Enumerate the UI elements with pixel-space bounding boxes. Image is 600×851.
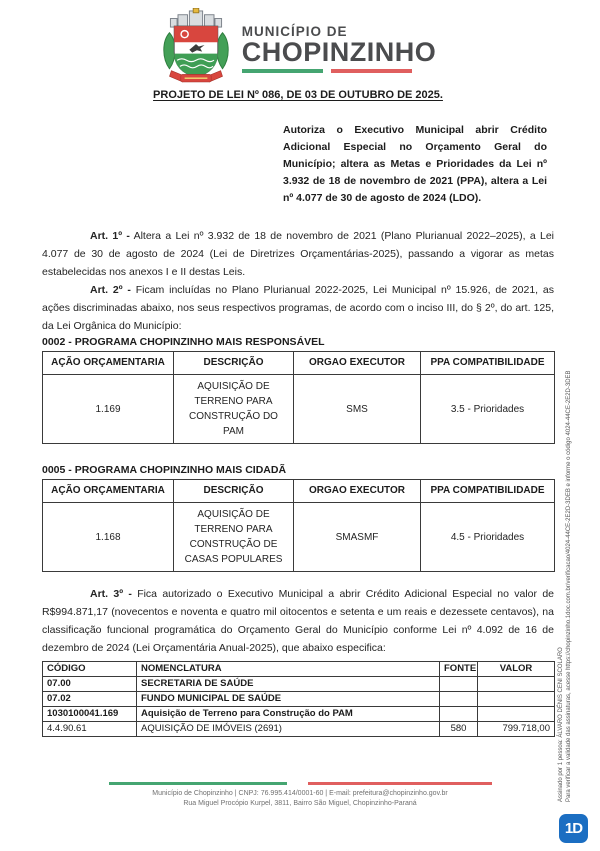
cell-orgao: SMS	[294, 375, 421, 444]
onedoc-logo-label: 1D	[564, 820, 583, 837]
cell-valor	[478, 692, 555, 707]
col-ppa-compatibilidade: PPA COMPATIBILIDADE	[421, 352, 555, 375]
table-header-row	[43, 352, 555, 375]
document-title: PROJETO DE LEI Nº 086, DE 03 DE OUTUBRO DE 2025.	[153, 89, 443, 101]
table-row	[43, 503, 555, 572]
article-2-label: Art. 2º -	[90, 284, 131, 296]
brand-block	[242, 8, 437, 73]
article-1-label: Art. 1º -	[90, 230, 130, 242]
col-nomenclatura: NOMENCLATURA	[137, 662, 440, 677]
col-orgao-executor: ORGAO EXECUTOR	[294, 480, 421, 503]
cell-valor	[478, 707, 555, 722]
cell-fonte	[440, 707, 478, 722]
cell-acao: 1.168	[43, 503, 174, 572]
table-row	[43, 707, 555, 722]
cell-codigo: 07.00	[43, 677, 137, 692]
article-3-label: Art. 3º -	[90, 588, 132, 600]
cell-fonte: 580	[440, 722, 478, 737]
col-acao-orcamentaria: AÇÃO ORÇAMENTARIA	[43, 352, 174, 375]
brand-red-stripe	[331, 69, 412, 73]
cell-orgao: SMASMF	[294, 503, 421, 572]
program-0002-table	[42, 351, 555, 444]
brand-municipio-de: MUNICÍPIO DE	[241, 24, 348, 39]
cell-nomenclatura: Aquisição de Terreno para Construção do PAM	[137, 707, 440, 722]
footer-address-line: Rua Miguel Procópio Kurpel, 3811, Bairro São Miguel, Chopinzinho-Paraná	[183, 799, 417, 807]
program-0005-table	[42, 479, 555, 572]
ementa-paragraph: Autoriza o Executivo Municipal abrir Crédito Adicional Especial no Orçamento Geral do Município; altera as Metas e Prioridades da Lei nº 3.932 de 18 de novembro de 2021 (PPA), altera a Lei nº 4.077 de 30 de agosto de 2024 (LDO).	[283, 124, 547, 204]
document-footer	[0, 782, 600, 808]
col-codigo: CÓDIGO	[43, 662, 137, 677]
cell-codigo: 07.02	[43, 692, 137, 707]
cell-descricao: AQUISIÇÃO DE TERRENO PARA CONSTRUÇÃO DE CASAS POPULARES	[174, 503, 294, 572]
brand-chopinzinho: CHOPINZINHO	[241, 37, 437, 67]
col-descricao: DESCRIÇÃO	[174, 480, 294, 503]
col-fonte: FONTE	[440, 662, 478, 677]
signature-sidebar	[557, 302, 573, 802]
document-header	[42, 6, 554, 86]
cell-acao: 1.169	[43, 375, 174, 444]
cell-valor	[478, 677, 555, 692]
col-descricao: DESCRIÇÃO	[174, 352, 294, 375]
cell-valor: 799.718,00	[478, 722, 555, 737]
cell-fonte	[440, 677, 478, 692]
program-0002-heading: 0002 - PROGRAMA CHOPINZINHO MAIS RESPONSÁVEL	[42, 336, 325, 348]
table-row	[43, 692, 555, 707]
cell-codigo: 1030100041.169	[43, 707, 137, 722]
cell-nomenclatura: SECRETARIA DE SAÚDE	[137, 677, 440, 692]
signature-verification-line: Para verificar a validade das assinaturas, acesse https://chopinzinho.1doc.com.br/verificacao/4024-44CE-2E2D-3DEB e informe o código 4024-44CE-2E2D-3DEB	[566, 370, 572, 802]
cell-fonte	[440, 692, 478, 707]
footer-divider	[0, 782, 600, 785]
footer-green-rule	[109, 782, 287, 785]
cell-ppa: 4.5 - Prioridades	[421, 503, 555, 572]
col-ppa-compatibilidade: PPA COMPATIBILIDADE	[421, 480, 555, 503]
footer-red-rule	[308, 782, 492, 785]
cell-nomenclatura: FUNDO MUNICIPAL DE SAÚDE	[137, 692, 440, 707]
cell-codigo: 4.4.90.61	[43, 722, 137, 737]
col-valor: VALOR	[478, 662, 555, 677]
signature-signer-line: Assinado por 1 pessoa: ÁLVARO DÉNIS CENI SCOLARO	[558, 647, 564, 802]
table-header-row	[43, 480, 555, 503]
budget-table	[42, 661, 555, 737]
cell-descricao: AQUISIÇÃO DE TERRENO PARA CONSTRUÇÃO DO PAM	[174, 375, 294, 444]
program-0005-heading: 0005 - PROGRAMA CHOPINZINHO MAIS CIDADÃ	[42, 464, 287, 476]
col-orgao-executor: ORGAO EXECUTOR	[294, 352, 421, 375]
article-2-paragraph	[42, 281, 554, 335]
cell-nomenclatura: AQUISIÇÃO DE IMÓVEIS (2691)	[137, 722, 440, 737]
table-row	[43, 677, 555, 692]
table-header-row	[43, 662, 555, 677]
article-3-text: Fica autorizado o Executivo Municipal a abrir Crédito Adicional Especial no valor de R$994.871,17 (novecentos e noventa e quatro mil oitocentos e setenta e um reais e dezessete centavos), na classificação funcional programática do Orçamento Geral do Município conforme Lei nº 4.092 de 16 de dezembro de 2024 (Lei Orçamentária Anual-2025), que abaixo especifica:	[42, 588, 554, 654]
col-acao-orcamentaria: AÇÃO ORÇAMENTARIA	[43, 480, 174, 503]
article-1-paragraph	[42, 227, 554, 281]
article-2-text: Ficam incluídas no Plano Plurianual 2022-2025, Lei Municipal nº 15.926, de 2021, as ações discriminadas abaixo, nos seus respectivos programas, de acordo com o inciso III, do § 2º, do art. 125, da Lei Orgânica do Município:	[42, 284, 555, 332]
onedoc-logo-icon	[559, 814, 588, 843]
table-row	[43, 375, 555, 444]
article-1-text: Altera a Lei nº 3.932 de 18 de novembro de 2021 (Plano Plurianual 2022–2025), a Lei 4.077 de 30 de agosto de 2024 (Lei de Diretrizes Orçamentárias-2025), passando a vigorar as metas estabelecidas nos anexos I e II destas Leis.	[42, 230, 554, 278]
article-3-paragraph	[42, 585, 554, 657]
table-row	[43, 722, 555, 737]
cell-ppa: 3.5 - Prioridades	[421, 375, 555, 444]
brand-green-stripe	[242, 69, 323, 73]
brand-stripes	[242, 69, 437, 73]
footer-contact-line: Município de Chopinzinho | CNPJ: 76.995.414/0001-60 | E-mail: prefeitura@chopinzinho.gov.br	[152, 790, 448, 797]
coat-of-arms-icon	[160, 8, 232, 84]
